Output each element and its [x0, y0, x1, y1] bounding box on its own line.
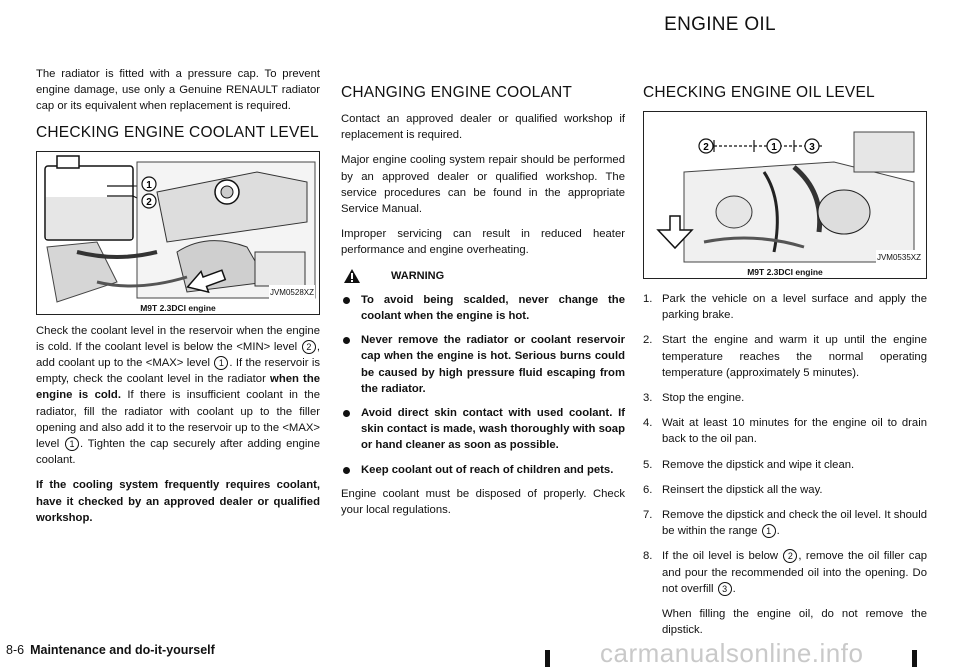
figure-caption: M9T 2.3DCI engine: [644, 267, 926, 277]
warning-list: [341, 292, 625, 478]
warning-block-title: [341, 268, 625, 284]
cooling-system-note: If the cooling system frequently requires coolant, have it checked by an approved dealer or qualified workshop.: [36, 479, 320, 524]
step-item: 8. If the oil level is below 2 , remove the oil filler cap and pour the recommended oil into the opening. Do not overfill 3 . When filling the engine oil, do not remove the dipstick.: [643, 548, 927, 638]
circled-number-3: 3: [718, 582, 732, 596]
step-item: 6. Reinsert the dipstick all the way.: [643, 483, 823, 496]
dipstick-label-3: 3: [809, 142, 815, 153]
dipstick-label-2: 2: [703, 142, 709, 153]
page-footer: [6, 643, 215, 657]
warning-label: WARNING: [391, 269, 445, 282]
disposal-paragraph: Engine coolant must be disposed of properly. Check your local regulations.: [341, 487, 625, 517]
figure-code: JVM0528XZ: [269, 285, 315, 301]
warning-item: Keep coolant out of reach of children and pets.: [341, 462, 625, 478]
warning-item: Avoid direct skin contact with used coolant. If skin contact is made, wash thoroughly with soap or hand cleaner as soon as possible.: [341, 405, 625, 454]
circled-number-1: 1: [762, 524, 776, 538]
step-item: 7. Remove the dipstick and check the oil level. It should be within the range 1 .: [643, 509, 927, 538]
step-item: 1. Park the vehicle on a level surface and apply the parking brake.: [643, 293, 927, 322]
step-item: 5. Remove the dipstick and wipe it clean.: [643, 458, 855, 471]
dipstick-label-1: 1: [771, 142, 777, 153]
reservoir-label-1: 1: [146, 179, 152, 191]
oil-check-steps: [643, 291, 927, 638]
column-coolant-level: [36, 66, 320, 535]
step-item: 2. Start the engine and warm it up until the engine temperature reaches the normal operating temperature (approximately 5 minutes).: [643, 334, 927, 379]
figure-code: JVM0535XZ: [876, 250, 922, 266]
figure-caption: M9T 2.3DCI engine: [37, 303, 319, 313]
section-name: Maintenance and do-it-yourself: [30, 643, 215, 657]
circled-number-1: 1: [214, 356, 228, 370]
crop-mark: [545, 650, 550, 667]
dipstick-figure: [643, 111, 927, 279]
step-item: 4. Wait at least 10 minutes for the engine oil to drain back to the oil pan.: [643, 417, 927, 446]
warning-item: To avoid being scalded, never change the coolant when the engine is hot.: [341, 292, 625, 324]
page-number: 8-6: [6, 643, 25, 657]
step-item: 3. Stop the engine.: [643, 392, 745, 405]
oil-level-heading: CHECKING ENGINE OIL LEVEL: [643, 84, 875, 101]
circled-number-2: 2: [783, 549, 797, 563]
column-oil-level: [643, 84, 927, 647]
page-header-title: ENGINE OIL: [664, 14, 776, 35]
warning-item: Never remove the radiator or coolant reservoir cap when the engine is hot. Serious burns could be caused by high pressure fluid escaping from the radiator.: [341, 332, 625, 397]
crop-mark: [912, 650, 917, 667]
circled-number-1: 1: [65, 437, 79, 451]
reservoir-label-2: 2: [146, 196, 152, 208]
step-8-note: When filling the engine oil, do not remove the dipstick.: [662, 608, 927, 637]
changing-coolant-heading: CHANGING ENGINE COOLANT: [341, 84, 573, 101]
repair-paragraph: Major engine cooling system repair should be performed by an approved dealer or qualified workshop. The service procedures can be found in the appropriate Service Manual.: [341, 154, 625, 216]
replacement-paragraph: Contact an approved dealer or qualified workshop if replacement is required.: [341, 113, 625, 142]
radiator-cap-paragraph: The radiator is fitted with a pressure cap. To prevent engine damage, use only a Genuine RENAULT radiator cap or its equivalent when replacement is required.: [36, 68, 320, 113]
coolant-level-heading: CHECKING ENGINE COOLANT LEVEL: [36, 123, 319, 141]
column-changing-coolant: [341, 84, 625, 527]
warning-triangle-icon: [343, 268, 361, 284]
circled-number-2: 2: [302, 340, 316, 354]
coolant-check-paragraph: Check the coolant level in the reservoir when the engine is cold. If the coolant level is below the <MIN> level 2 , add coolant up to the <MAX> level 1 . If the reservoir is empty, check the coolant level in the radiator when the engine is cold. If there is insufficient coolant in the radiator, fill the radiator with coolant up to the filler opening and also add it to the reservoir up to the <MAX> level 1 . Tighten the cap securely after adding engine coolant.: [36, 324, 321, 467]
improper-servicing-paragraph: Improper servicing can result in reduced heater performance and engine overheating.: [341, 228, 625, 257]
watermark-text: carmanualsonline.info: [600, 638, 864, 668]
coolant-reservoir-figure: [36, 151, 320, 315]
